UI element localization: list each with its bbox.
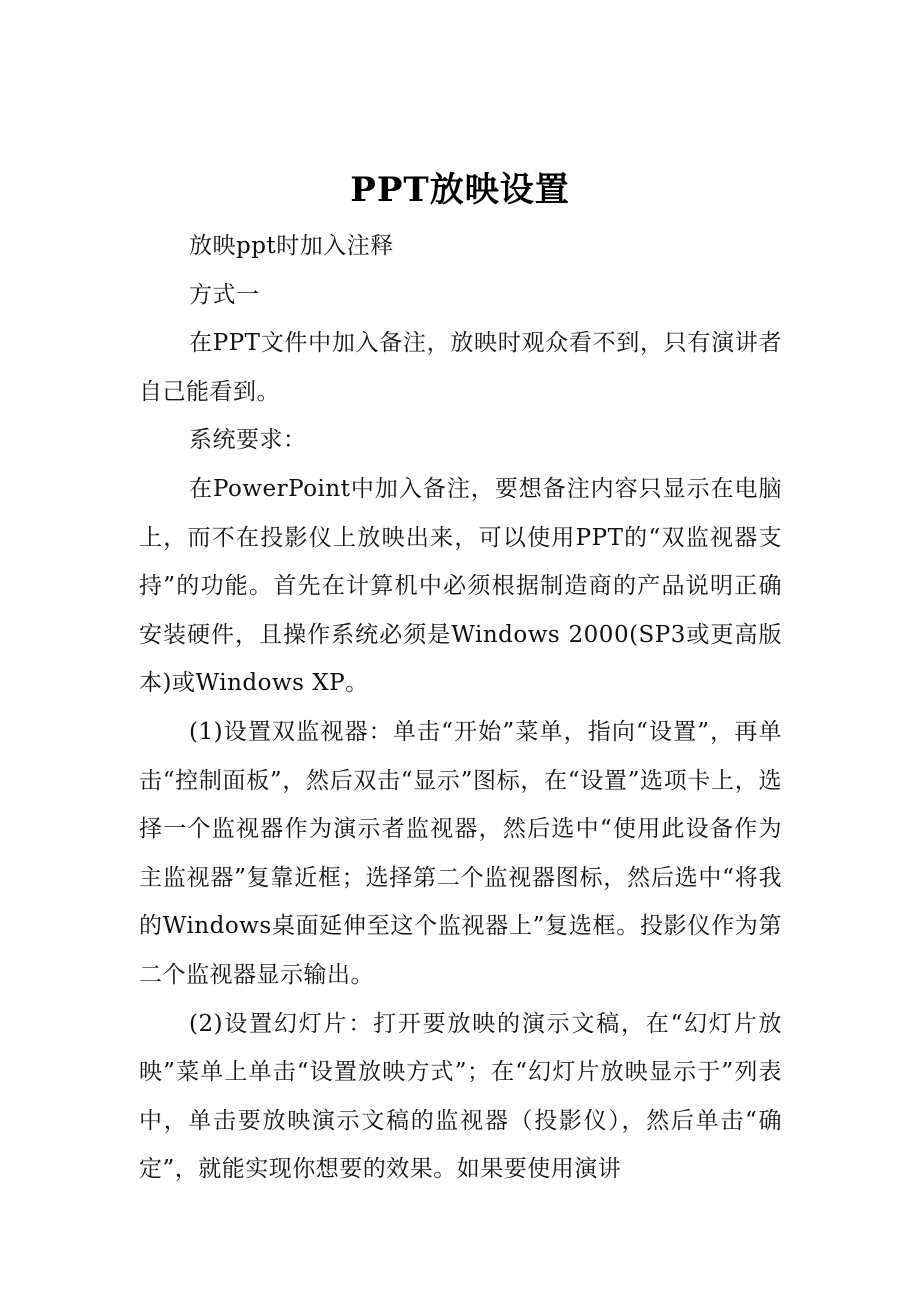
paragraph-system-requirements: 系统要求： <box>189 427 307 454</box>
paragraph-step-one: (1)设置双监视器：单击“开始”菜单，指向“设置”，再单击“控制面板”，然后双击“显示”图标，在“设置”选项卡上，选择一个监视器作为演示者监视器，然后选中“使用此设备作为主监视器”复靠近框；选择第二个监视器图标，然后选中“将我的Windows桌面延伸至这个监视器上”复选框。投影仪作为第二个监视器显示输出。 <box>139 718 782 988</box>
document-title: PPT放映设置 <box>350 169 570 210</box>
document-body <box>139 222 782 1194</box>
paragraph-step-two: (2)设置幻灯片：打开要放映的演示文稿，在“幻灯片放映”菜单上单击“设置放映方式”；在“幻灯片放映显示于”列表中，单击要放映演示文稿的监视器（投影仪），然后单击“确定”，就能实现你想要的效果。如果要使用演讲 <box>139 1010 782 1183</box>
paragraph-subheading: 放映ppt时加入注释 <box>189 233 394 259</box>
paragraph-method-one: 方式一 <box>189 281 260 308</box>
paragraph-notes-intro: 在PPT文件中加入备注，放映时观众看不到，只有演讲者自己能看到。 <box>139 330 782 405</box>
paragraph-dual-monitor: 在PowerPoint中加入备注，要想备注内容只显示在电脑上，而不在投影仪上放映出来，可以使用PPT的“双监视器支持”的功能。首先在计算机中必须根据制造商的产品说明正确安装硬件，且操作系统必须是Windows 2000(SP3或更高版本)或Windows XP。 <box>139 475 782 697</box>
